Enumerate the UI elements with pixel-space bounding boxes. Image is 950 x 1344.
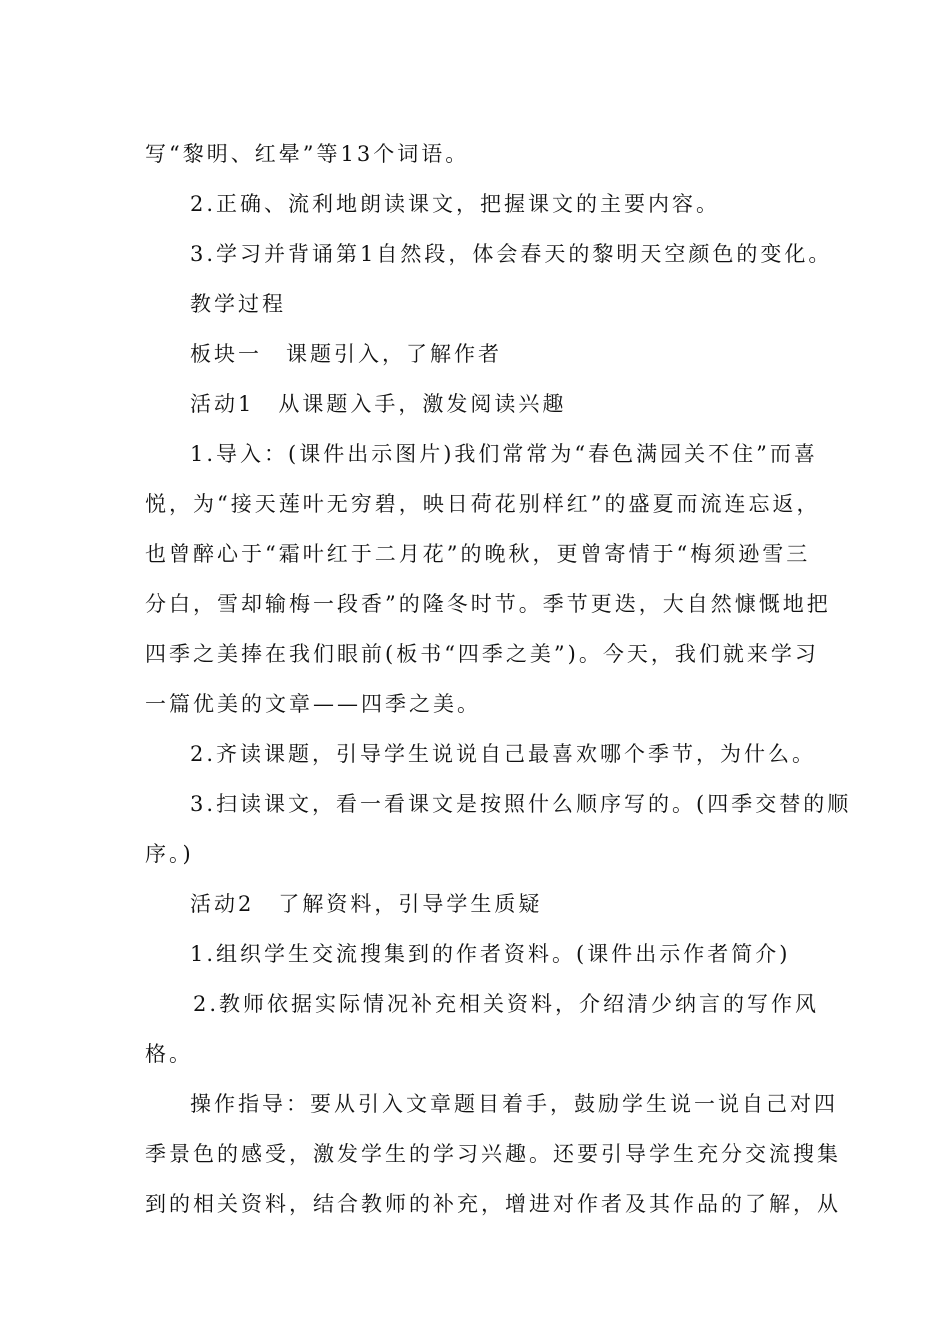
activity-2-step-2-line-2: 格。 [145, 1042, 193, 1066]
paragraph-intro-line-3: 也曾醉心于“霜叶红于二月花”的晚秋，更曾寄情于“梅须逊雪三 [145, 542, 811, 566]
guidance-line-2: 季景色的感受，激发学生的学习兴趣。还要引导学生充分交流搜集 [145, 1142, 841, 1166]
paragraph-intro-line-5: 四季之美捧在我们眼前(板书“四季之美”)。今天，我们就来学习 [145, 642, 819, 666]
activity-1-heading: 活动1 从课题入手，激发阅读兴趣 [190, 392, 567, 416]
guidance-line-3: 到的相关资料，结合教师的补充，增进对作者及其作品的了解，从 [145, 1192, 841, 1216]
step-3-line-2: 序。) [145, 842, 194, 866]
objective-2: 2.正确、流利地朗读课文，把握课文的主要内容。 [190, 192, 721, 216]
guidance-line-1: 操作指导：要从引入文章题目着手，鼓励学生说一说自己对四 [190, 1092, 838, 1116]
activity-2-heading: 活动2 了解资料，引导学生质疑 [190, 892, 543, 916]
section-heading-teaching-process: 教学过程 [190, 292, 286, 316]
paragraph-intro-line-2: 悦，为“接天莲叶无穷碧，映日荷花别样红”的盛夏而流连忘返， [145, 492, 821, 516]
paragraph-intro-line-6: 一篇优美的文章——四季之美。 [145, 692, 481, 716]
activity-2-step-2-line-1: 2.教师依据实际情况补充相关资料，介绍清少纳言的写作风 [193, 992, 820, 1016]
paragraph-intro-line-4: 分白，雪却输梅一段香”的隆冬时节。季节更迭，大自然慷慨地把 [145, 592, 831, 616]
step-3-line-1: 3.扫读课文，看一看课文是按照什么顺序写的。(四季交替的顺 [190, 792, 852, 816]
step-2-read-title: 2.齐读课题，引导学生说说自己最喜欢哪个季节，为什么。 [190, 742, 817, 766]
objective-3: 3.学习并背诵第1自然段，体会春天的黎明天空颜色的变化。 [190, 242, 833, 266]
activity-2-step-1: 1.组织学生交流搜集到的作者资料。(课件出示作者简介) [190, 942, 791, 966]
text-line-1: 写“黎明、红晕”等13个词语。 [145, 142, 470, 166]
block-1-heading: 板块一 课题引入，了解作者 [190, 342, 502, 366]
paragraph-intro-line-1: 1.导入：(课件出示图片)我们常常为“春色满园关不住”而喜 [190, 442, 818, 466]
